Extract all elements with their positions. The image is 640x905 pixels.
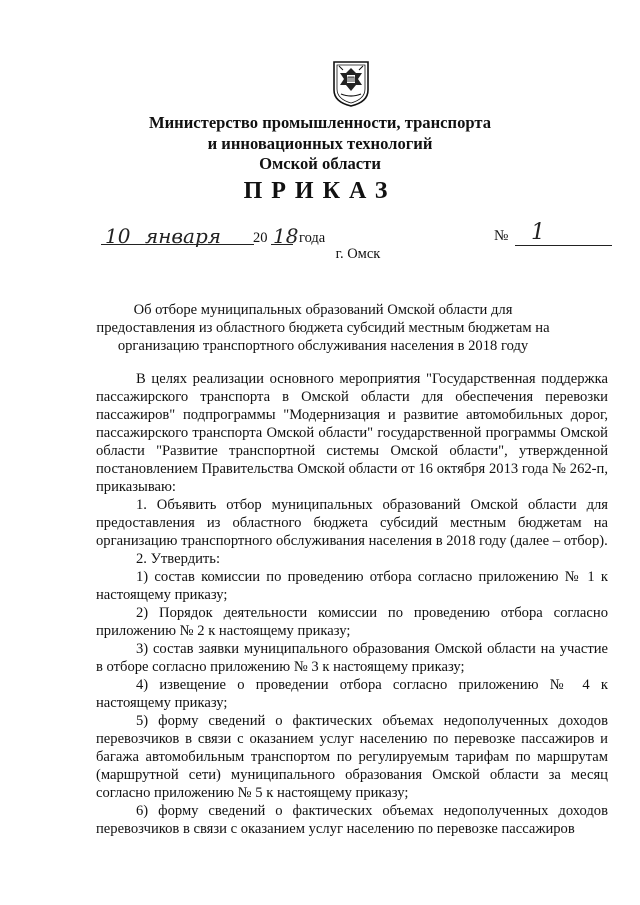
year-prefix: 20: [253, 230, 268, 246]
order-number: 1: [531, 220, 545, 245]
order-body: [96, 370, 608, 838]
ministry-line-3: Омской области: [259, 154, 381, 173]
subitem-2-paragraph: 2) Порядок деятельности комиссии по проведению отбора согласно приложению № 2 к настоящему приказу;: [96, 605, 608, 639]
year-suffix: 18: [273, 224, 299, 248]
number-sign: №: [494, 228, 509, 244]
subitem-1-paragraph: 1) состав комиссии по проведению отбора согласно приложению № 1 к настоящему приказу;: [96, 569, 608, 603]
city: г. Омск: [335, 246, 381, 262]
coat-of-arms-emblem: [331, 60, 371, 108]
ministry-line-2: и инновационных технологий: [207, 133, 433, 153]
date-month: января: [145, 224, 222, 248]
year-word: года: [299, 230, 326, 246]
year-underline: [271, 244, 293, 245]
ministry-name: [0, 113, 640, 175]
item-2-paragraph: 2. Утвердить:: [136, 551, 221, 567]
subitem-4-paragraph: 4) извещение о проведении отбора согласно приложению № 4 к настоящему приказу;: [96, 677, 608, 711]
document-type-title: ПРИКАЗ: [243, 178, 397, 204]
date-underline: [101, 244, 254, 245]
order-subject: Об отборе муниципальных образований Омской области для предоставления из областного бюджета субсидий местным бюджетам на организацию транспортного обслуживания населения в 2018 году: [96, 302, 550, 354]
item-1-paragraph: 1. Объявить отбор муниципальных образований Омской области для предоставления из областного бюджета субсидий местным бюджетам на организацию транспортного обслуживания населения в 2018 году (далее – отбор).: [96, 497, 608, 549]
subitem-6-paragraph: 6) форму сведений о фактических объемах недополученных доходов перевозчиков в связи с оказанием услуг населению по перевозке пассажиров: [96, 803, 608, 837]
subitem-3-paragraph: 3) состав заявки муниципального образования Омской области на участие в отборе согласно приложению № 3 к настоящему приказу;: [96, 641, 608, 675]
date-day: 10: [105, 224, 131, 248]
subitem-5-paragraph: 5) форму сведений о фактических объемах недополученных доходов перевозчиков в связи с оказанием услуг населению по перевозке пассажиров и багажа автомобильным транспортом по регулируемым тарифам по маршрутам (маршрутной сети) муниципального образования Омской области за месяц согласно приложению № 5 к настоящему приказу;: [96, 713, 608, 801]
preamble-paragraph: В целях реализации основного мероприятия "Государственная поддержка пассажирского транспорта в Омской области для обеспечения перевозки пассажиров" подпрограммы "Модернизация и развитие автомобильных дорог, пассажирского транспорта Омской области" государственной программы Омской области "Развитие транспортной системы Омской области", утвержденной постановлением Правительства Омской области от 16 октября 2013 года № 262-п, приказываю:: [96, 371, 608, 495]
ministry-line-1: Министерство промышленности, транспорта: [148, 113, 492, 132]
